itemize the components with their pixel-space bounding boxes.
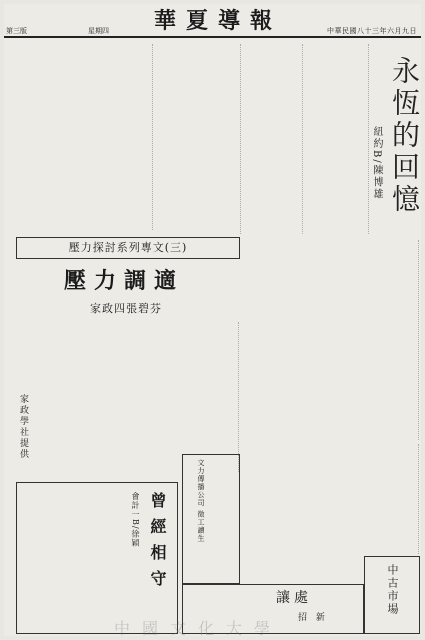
series-title: 壓力探討系列專文(三) — [16, 237, 240, 259]
text-column — [242, 44, 303, 234]
poem-title: 曾經相守 — [148, 492, 167, 596]
page-label: 第三版 — [6, 27, 27, 35]
market-title: 中古市場 — [386, 564, 399, 616]
article-author: 家政四張碧芬 — [90, 302, 162, 315]
feature-author: 紐約B/陳博雄 — [371, 126, 382, 201]
ad-title: 讓處 — [276, 590, 312, 606]
credit-line: 家政學社提供 — [18, 394, 28, 460]
date-line: 中華民國八十三年六月九日 — [327, 27, 417, 35]
text-column — [16, 44, 153, 230]
text-column — [242, 240, 419, 440]
watermark: 中國文化大學 — [114, 619, 283, 638]
weekday: 星期四 — [88, 27, 109, 35]
text-column — [244, 444, 419, 554]
article-title: 壓力調適 — [64, 268, 185, 294]
recruit-notice: 文力傳播公司 徵工讀生 — [197, 459, 205, 543]
text-column — [304, 44, 369, 234]
newspaper-page — [4, 4, 421, 636]
text-column — [154, 44, 241, 234]
recruit-box — [182, 454, 240, 584]
text-column — [32, 322, 239, 472]
ad-subtitle: 招 新 — [298, 613, 328, 623]
feature-title: 永恆的回憶 — [388, 56, 421, 216]
poem-author: 會計一B/徐穎 — [131, 492, 140, 548]
masthead — [4, 4, 421, 36]
paper-title: 華夏導報 — [154, 8, 283, 34]
masthead-rule — [4, 36, 421, 38]
